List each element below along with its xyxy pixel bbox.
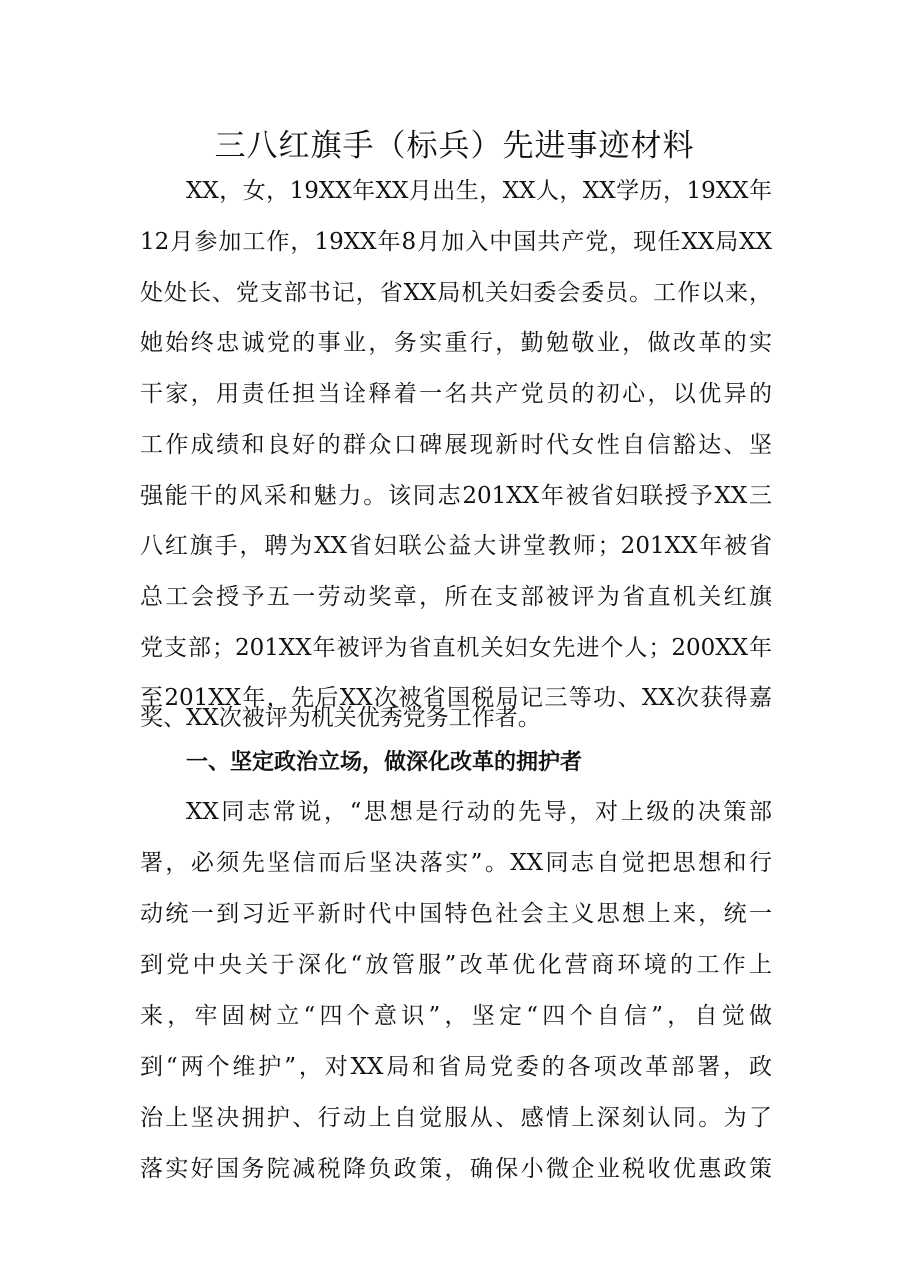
- section-line: 到“两个维护”，对XX局和省局党委的各项改革部署，政: [140, 1054, 772, 1080]
- intro-line: 她始终忠诚党的事业，务实重行，勤勉敬业，做改革的实: [140, 330, 772, 356]
- section-line: XX同志常说，“思想是行动的先导，对上级的决策部: [186, 799, 772, 825]
- intro-line: 奖、XX次被评为机关优秀党务工作者。: [140, 705, 541, 731]
- intro-line: 八红旗手，聘为XX省妇联公益大讲堂教师；201XX年被省: [140, 533, 772, 559]
- section-heading: 一、坚定政治立场，做深化改革的拥护者: [186, 750, 583, 775]
- section-line: 到党中央关于深化“放管服”改革优化营商环境的工作上: [140, 952, 772, 978]
- intro-line: 党支部；201XX年被评为省直机关妇女先进个人；200XX年: [140, 635, 772, 661]
- intro-line: XX，女，19XX年XX月出生，XX人，XX学历，19XX年: [186, 178, 772, 204]
- section-line: 动统一到习近平新时代中国特色社会主义思想上来，统一: [140, 901, 772, 927]
- intro-line: 强能干的风采和魅力。该同志201XX年被省妇联授予XX三: [140, 483, 772, 509]
- intro-line: 干家，用责任担当诠释着一名共产党员的初心，以优异的: [140, 381, 772, 407]
- document-title: 三八红旗手（标兵）先进事迹材料: [214, 128, 695, 164]
- intro-line: 总工会授予五一劳动奖章，所在支部被评为省直机关红旗: [140, 584, 772, 610]
- intro-line: 工作成绩和良好的群众口碑展现新时代女性自信豁达、坚: [140, 432, 772, 458]
- section-line: 署，必须先坚信而后坚决落实”。XX同志自觉把思想和行: [140, 850, 772, 876]
- section-line: 落实好国务院减税降负政策，确保小微企业税收优惠政策: [140, 1156, 772, 1182]
- section-line: 治上坚决拥护、行动上自觉服从、感情上深刻认同。为了: [140, 1105, 772, 1131]
- section-line: 来，牢固树立“四个意识”，坚定“四个自信”，自觉做: [140, 1003, 772, 1029]
- intro-line: 至201XX年，先后XX次被省国税局记三等功、XX次获得嘉: [140, 685, 772, 711]
- intro-line: 处处长、党支部书记，省XX局机关妇委会委员。工作以来，: [140, 280, 772, 306]
- intro-line: 12月参加工作，19XX年8月加入中国共产党，现任XX局XX: [140, 229, 772, 255]
